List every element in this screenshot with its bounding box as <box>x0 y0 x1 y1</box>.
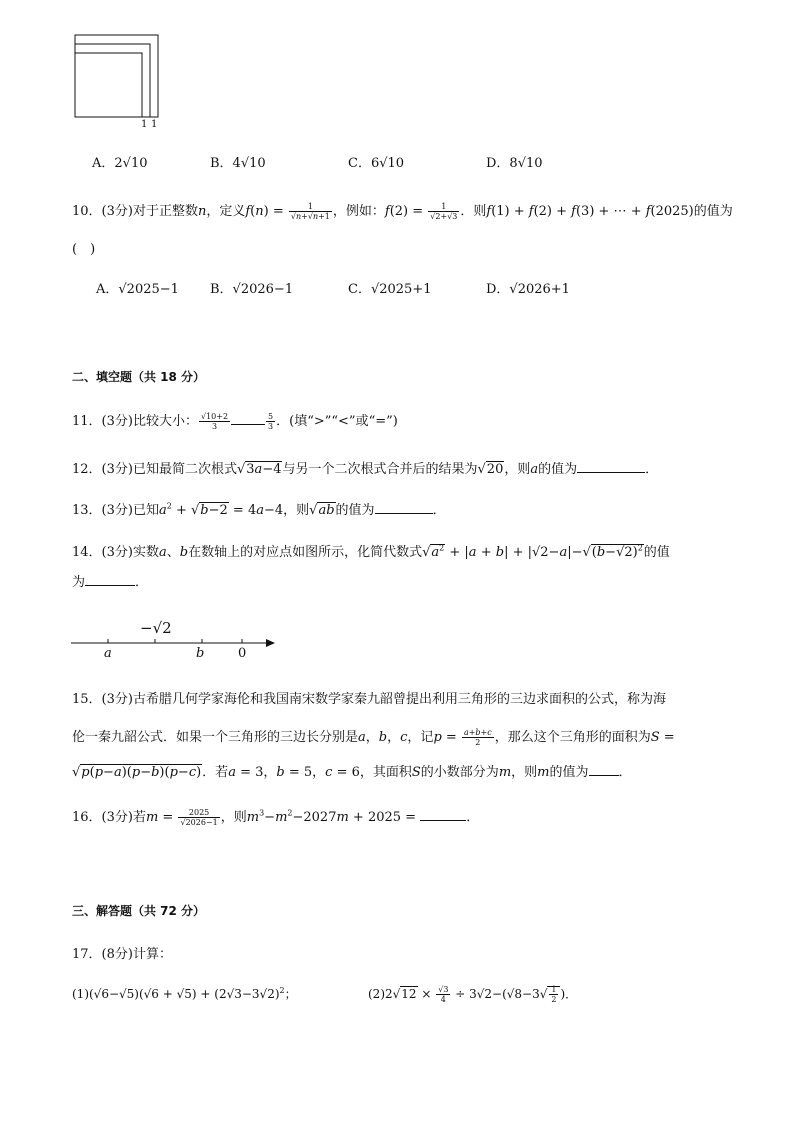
q10-option-a: A．√2025−1 <box>96 282 179 297</box>
q11: 11．(3分)比较大小： $\frac{√10+2}{3}$ $\frac{5}{3}$ ．(填“>”“<”或“=”) <box>72 412 398 431</box>
q17-part1: $(1)(√6-√5)(√6 + √5) + (2√3-3√2)^2$； <box>72 986 297 1001</box>
q10-option-d: D．√2026+1 <box>486 282 570 297</box>
q15-line2: 伦一秦九韶公式．如果一个三角形的三边长分别是a，b，c，记p = $\frac{a+b+c}{2}$ ，那么这个三角形的面积为S = <box>72 728 675 747</box>
q9-option-b: B．4√10 <box>210 156 266 171</box>
q17-part2: (2)2√12 × $\frac{√3}{4}$ ÷ 3√2−(√8−3√ $\frac{1}{2}$ )． <box>368 985 578 1004</box>
q10-option-c: C．√2025+1 <box>348 282 432 297</box>
axis-label-0: 0 <box>238 646 247 661</box>
figure-label-1: 1 <box>141 119 148 130</box>
axis-label-b: b <box>196 646 205 661</box>
q13: 13．(3分)已知$a^2 + √b-2 = 4a-4$，则√ab的值为 ． <box>72 501 446 518</box>
q17-heading: 17．(8分)计算： <box>72 947 172 962</box>
q9-option-d: D．8√10 <box>486 156 543 171</box>
q15-line1: 15．(3分)古希腊几何学家海伦和我国南宋数学家秦九韶曾提出利用三角形的三边求面积的公式，称为海 <box>72 692 666 707</box>
q12: 12．(3分)已知最简二次根式√3a−4与另一个二次根式合并后的结果为√20，则a的值为 ． <box>72 462 659 477</box>
q9-option-a: A．2√10 <box>92 156 148 171</box>
nested-squares-figure <box>70 30 170 130</box>
number-line <box>68 636 280 650</box>
figure-label-2: 1 <box>151 119 158 130</box>
q14-line1: 14．(3分)实数a、b在数轴上的对应点如图所示，化简代数式$√a^2 + |a + b| + |√2-a|-√(b-√2)^2$的值 <box>72 543 670 560</box>
q10-answer-paren: ( ) <box>72 242 96 257</box>
q10-stem: 10．(3分)对于正整数n，定义f(n) = $\frac{1}{√n+√n+1}$ ，例如：f(2) = $\frac{1}{√2+√3}$ ．则f(1) + f(2) + f(3) + ⋯ + f(2025)的值为 <box>72 202 733 221</box>
q9-option-c: C．6√10 <box>348 156 405 171</box>
q14-line2: 为 ． <box>72 575 149 590</box>
section-3-heading: 三、解答题（共 72 分） <box>72 904 206 918</box>
q15-line3: √p(p−a)(p−b)(p−c)．若a = 3，b = 5，c = 6，其面积S的小数部分为m，则m的值为 ． <box>72 765 632 780</box>
q16: 16．(3分)若m = $\frac{2025}{√2026-1}$ ，则$m^3-m^2-2027m + 2025$ = ． <box>72 808 480 827</box>
axis-label-a: a <box>104 646 112 661</box>
axis-label-neg-sqrt2: −√2 <box>140 619 172 637</box>
section-2-heading: 二、填空题（共 18 分） <box>72 370 206 384</box>
q10-option-b: B．√2026−1 <box>210 282 294 297</box>
